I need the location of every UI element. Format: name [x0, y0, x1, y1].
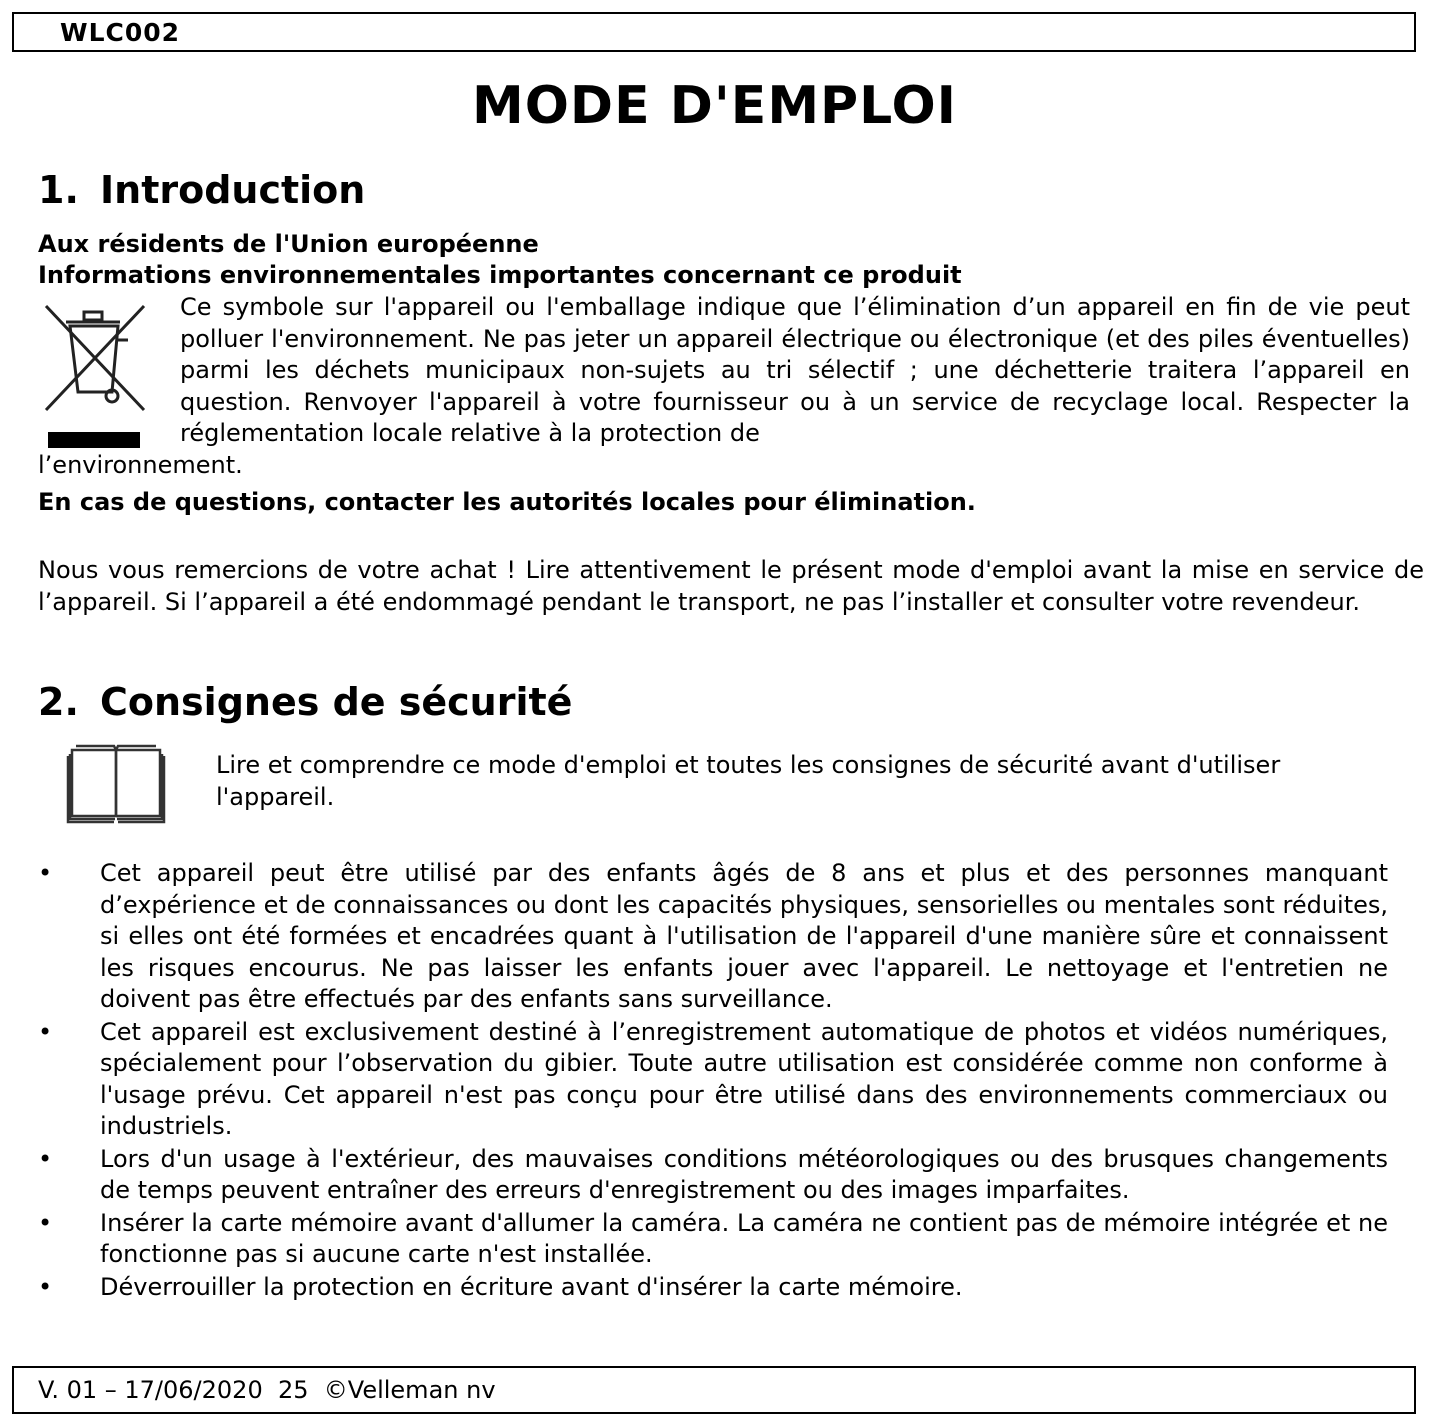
crossed-out-wheelie-bin-icon [38, 300, 150, 450]
section-1-number: 1. [38, 168, 79, 212]
safety-bullet-list [38, 858, 1388, 1304]
weee-text-end: l’environnement. [38, 450, 243, 479]
section-2-number: 2. [38, 680, 79, 724]
page-title: MODE D'EMPLOI [471, 76, 958, 136]
bullet-dot: • [38, 1208, 53, 1237]
env-info-heading: Informations environnementales importantes concernant ce produit [38, 261, 962, 289]
list-item [38, 858, 1388, 1016]
section-2-heading [38, 680, 572, 724]
model-code: WLC002 [60, 18, 181, 47]
bullet-dot: • [38, 859, 53, 887]
bullet-text: Insérer la carte mémoire avant d'allumer la caméra. La caméra ne contient pas de mémoire intégrée et ne fonctionne pas si aucune carte n'est installée. [100, 1208, 1388, 1268]
bullet-text: Cet appareil est exclusivement destiné à l’enregistrement automatique de photos et vidéos numériques, spécialement pour l’observation du gibier. Toute autre utilisation est considérée comme non conforme à l'usage prévu. Cet appareil n'est pas conçu pour être utilisé dans des environnements commerciaux ou industriels. [100, 1017, 1388, 1140]
section-2-title: Consignes de sécurité [100, 680, 573, 724]
bullet-dot: • [38, 1144, 53, 1173]
weee-text: Ce symbole sur l'appareil ou l'emballage indique que l’élimination d’un appareil en fin de vie peut polluer l'environnement. Ne pas jeter un appareil électrique ou électronique (et des piles éventuelles) parmi les déchets municipaux non-sujets au tri sélectif ; une déchetterie traitera l’appareil en question. Renvoyer l'appareil à votre fournisseur ou à un service de recyclage local. Respecter la réglementation locale relative à la protection de [180, 293, 1410, 447]
weee-paragraph [38, 292, 1410, 481]
questions-line: En cas de questions, contacter les autorités locales pour élimination. [38, 488, 976, 516]
footer-text: V. 01 – 17/06/2020 25 ©Velleman nv [38, 1376, 496, 1404]
list-item [38, 1272, 1388, 1304]
bullet-text: Cet appareil peut être utilisé par des enfants âgés de 8 ans et plus et des personnes manquant d’expérience et de connaissances ou dont les capacités physiques, sensorielles ou mentales sont réduites, si elles ont été formées et encadrées quant à l'utilisation de l'appareil d'une manière sûre et connaissent les risques encourus. Ne pas laisser les enfants jouer avec l'appareil. Le nettoyage et l'entretien ne doivent pas être effectués par des enfants sans surveillance. [100, 859, 1388, 1013]
eu-residents-heading: Aux résidents de l'Union européenne [38, 230, 539, 258]
bullet-text: Lors d'un usage à l'extérieur, des mauvaises conditions météorologiques ou des brusques changements de temps peuvent entraîner des erreurs d'enregistrement ou des images imparfaites. [100, 1144, 1388, 1204]
bullet-dot: • [38, 1017, 53, 1046]
list-item [38, 1017, 1388, 1143]
list-item [38, 1144, 1388, 1207]
open-book-icon [64, 742, 168, 824]
section-1-title: Introduction [100, 168, 366, 212]
section-1-heading [38, 168, 365, 212]
footer-box [12, 1366, 1416, 1414]
list-item [38, 1208, 1388, 1271]
bullet-text: Déverrouiller la protection en écriture avant d'insérer la carte mémoire. [100, 1272, 963, 1301]
bullet-dot: • [38, 1272, 53, 1301]
thanks-paragraph: Nous vous remercions de votre achat ! Lire attentivement le présent mode d'emploi avant la mise en service de l’appareil. Si l’appareil a été endommagé pendant le transport, ne pas l’installer et consulter votre revendeur. [38, 556, 1424, 616]
header-box [12, 12, 1416, 52]
read-manual-text: Lire et comprendre ce mode d'emploi et toutes les consignes de sécurité avant d'utiliser l'appareil. [216, 751, 1281, 811]
